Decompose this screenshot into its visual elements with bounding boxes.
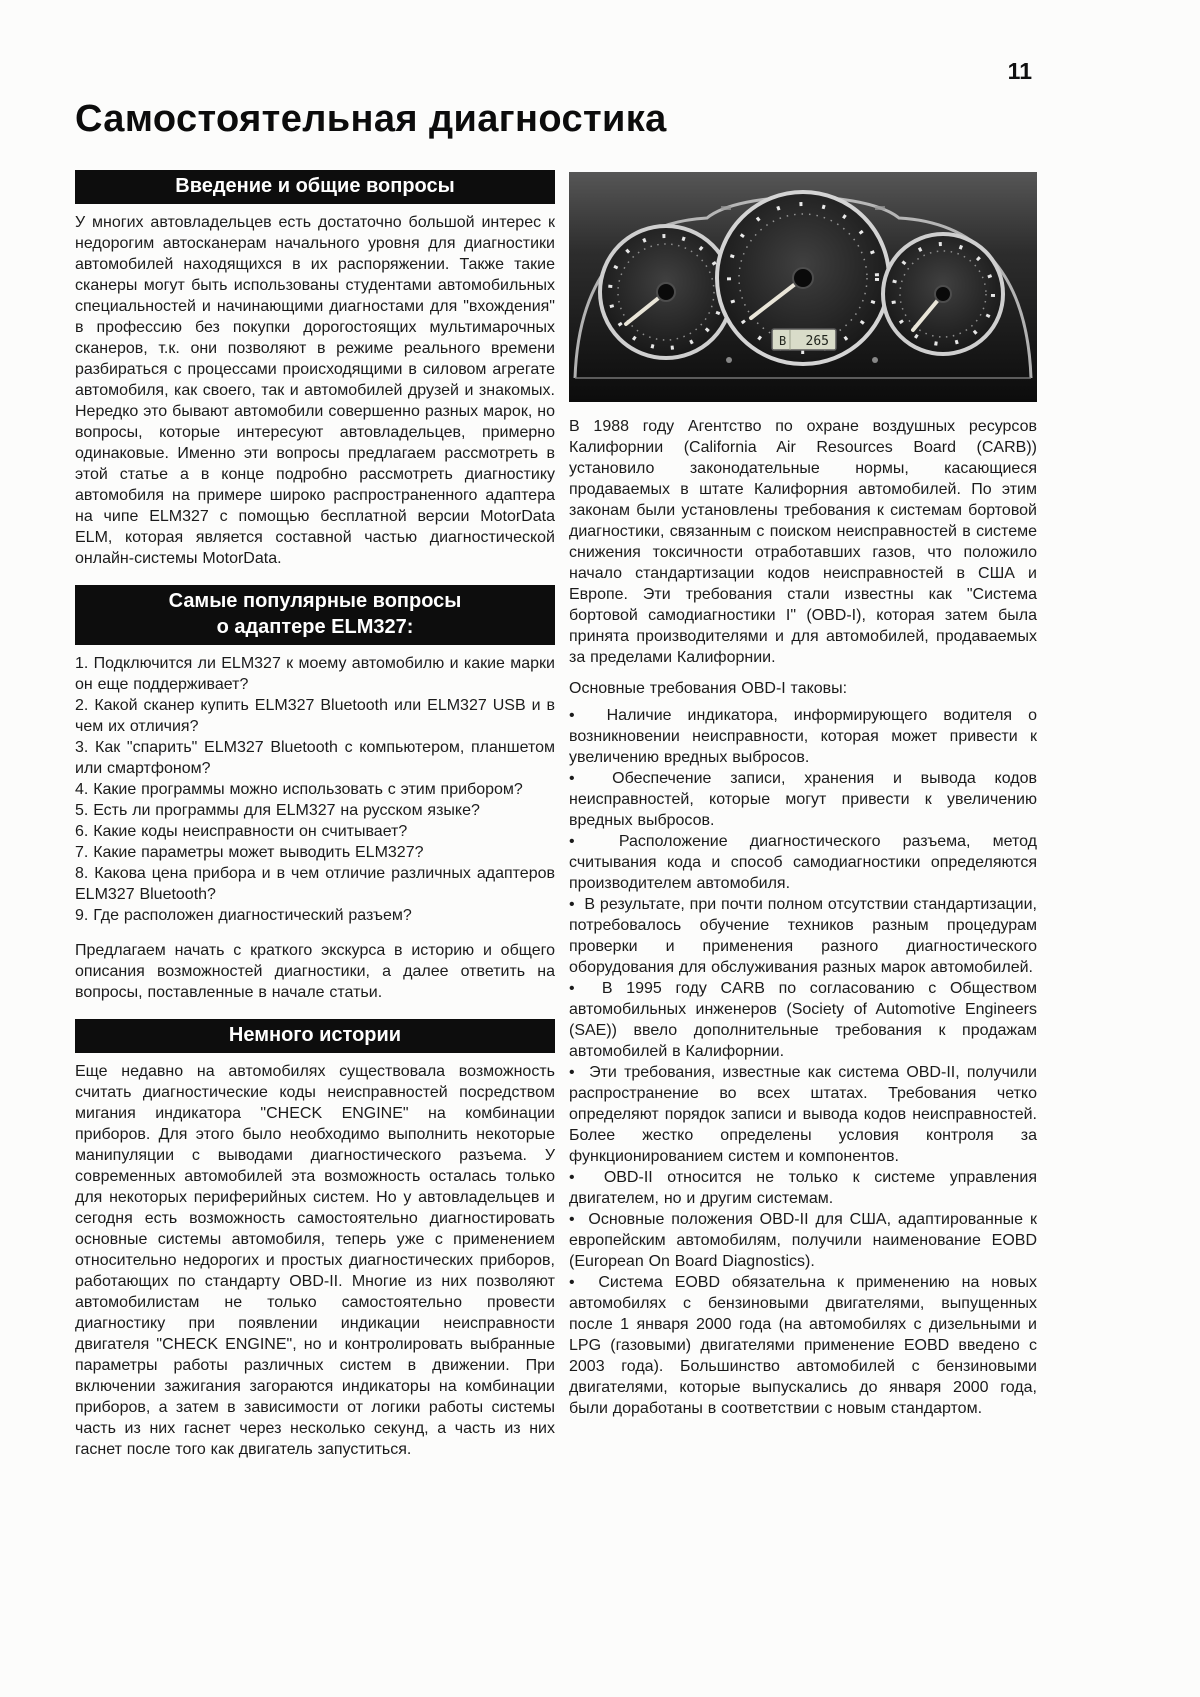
bullet-item: • OBD-II относится не только к системе управления двигателем, но и другим системам.: [569, 1167, 1037, 1209]
page-title: Самостоятельная диагностика: [75, 98, 667, 140]
question-item: 3. Как "спарить" ELM327 Bluetooth с компьютером, планшетом или смартфоном?: [75, 739, 555, 777]
question-item: 2. Какой сканер купить ELM327 Bluetooth или ELM327 USB и в чем их отличия?: [75, 697, 555, 735]
header-line-1: Самые популярные вопросы: [168, 590, 462, 612]
header-line-2: о адаптере ELM327:: [216, 616, 414, 638]
two-column-layout: [75, 170, 1037, 1476]
bullet-item: • Система EOBD обязательна к применению на новых автомобилях с бензиновыми двигателями, выпущенных после 1 января 2000 года (на автомобилях с дизельными и LPG (газовыми) двигателями применение EOBD введено с 2003 года). Большинство автомобилей с бензиновыми двигателями, которые выпускались до января 2000 года, были доработаны в соответствии с новым стандартом.: [569, 1272, 1037, 1419]
intro-paragraph: У многих автовладельцев есть достаточно большой интерес к недорогим автосканерам начального уровня для диагностики автомобилей находящихся в их распоряжении. Также такие сканеры могут быть использованы студентами автомобильных специальностей и начинающими диагностами для "вхождения" в профессию без покупки дорогостоящих мультимарочных сканеров, т.к. они позволяют в режиме реального времени разбираться с процессами происходящими в силовом агрегате автомобиля, как своего, так и автомобилей друзей и знакомых. Нередко это бывают автомобили совершенно разных марок, но вопросы, которые интересуют автовладельцев, примерно одинаковые. Именно эти вопросы предлагаем рассмотреть в этой статье а в конце подробно рассмотреть диагностику автомобиля на примере широко распространенного адаптера на чипе ELM327 с помощью бесплатной версии MotorData ELM, которая является составной частью диагностической онлайн-системы MotorData.: [75, 214, 555, 567]
section-history: [75, 1019, 555, 1460]
section-popular-questions: [75, 585, 555, 1003]
closing-paragraph: Предлагаем начать с краткого экскурса в историю и общего описания возможностей диагностики, а далее ответить на вопросы, поставленные в начале статьи.: [75, 942, 555, 1001]
question-item: 4. Какие программы можно использовать с этим прибором?: [75, 781, 523, 798]
question-item: 7. Какие параметры может выводить ELM327?: [75, 844, 424, 861]
questions-list: [75, 653, 555, 926]
fuel-gauge: [883, 234, 1003, 354]
odometer-value: 265: [805, 334, 829, 349]
needle-hub: [793, 268, 813, 288]
section-header-history: Немного истории: [75, 1019, 555, 1053]
right-column: [569, 170, 1037, 1419]
bullet-item: • Расположение диагностического разъема, метод считывания кода и способ самодиагностики определяются производителем автомобиля.: [569, 831, 1037, 894]
question-item: 5. Есть ли программы для ELM327 на русском языке?: [75, 802, 480, 819]
tachometer-gauge: [600, 226, 732, 358]
instrument-cluster-photo: [569, 172, 1037, 402]
question-item: 6. Какие коды неисправности он считывает?: [75, 823, 408, 840]
obd1-requirements-intro: Основные требования OBD-I таковы:: [569, 680, 848, 697]
bullet-item: • В 1995 году CARB по согласованию с Обществом автомобильных инженеров (Society of Automotive Engineers (SAE)) ввело дополнительные требования к продажам автомобилей в Калифорнии.: [569, 978, 1037, 1062]
section-header-introduction: Введение и общие вопросы: [75, 170, 555, 204]
needle-hub: [657, 283, 675, 301]
gear-indicator-value: B: [779, 334, 787, 348]
question-item: 8. Какова цена прибора и в чем отличие различных адаптеров ELM327 Bluetooth?: [75, 865, 555, 903]
bullet-item: • Основные положения OBD-II для США, адаптированные к европейским автомобилям, получили наименование EOBD (European On Board Diagnostics).: [569, 1209, 1037, 1272]
bullet-item: • Эти требования, известные как система OBD-II, получили распространение во всех штатах. Требования четко определяют порядок записи и вывода кодов неисправностей. Более жестко определены условия контроля за функционированием систем и компонентов.: [569, 1062, 1037, 1167]
section-introduction: [75, 170, 555, 569]
bullet-item: • Обеспечение записи, хранения и вывода кодов неисправностей, которые могут привести к увеличению вредных выбросов.: [569, 768, 1037, 831]
bullet-item: • Наличие индикатора, информирующего водителя о возникновении неисправности, которая может привести к увеличению вредных выбросов.: [569, 705, 1037, 768]
question-item: 9. Где расположен диагностический разъем?: [75, 907, 412, 924]
history-1988-paragraph: В 1988 году Агентство по охране воздушных ресурсов Калифорнии (California Air Resources Board (CARB)) установило законодательные нормы, касающиеся продаваемых в штате Калифорния автомобилей. По этим законам были установлены требования к системам бортовой диагностики, связанным с поиском неисправностей в системе снижения токсичности отработавших газов, что положило начало стандартизации кодов неисправностей в США и Европе. Эти требования стали известны как "Система бортовой самодиагностики I" (OBD-I), которая затем была принята производителями и для автомобилей, продаваемых за пределами Калифорнии.: [569, 418, 1037, 666]
speedometer-gauge: [717, 192, 889, 364]
page-number: 11: [1007, 58, 1032, 84]
left-column: [75, 170, 555, 1476]
odometer-display: [772, 329, 836, 350]
needle-hub: [935, 286, 951, 302]
history-paragraph: Еще недавно на автомобилях существовала возможность считать диагностические коды неисправностей посредством мигания индикатора "CHECK ENGINE" на комбинации приборов. Для этого было необходимо выполнить некоторые манипуляции с выводами диагностического разъема. У современных автомобилей эта возможность осталась только для некоторых периферийных систем. Но у автовладельцев и сегодня есть возможность самостоятельно диагностировать основные системы автомобиля, теперь уже с применением относительно недорогих и простых диагностических приборов, работающих по стандарту OBD-II. Многие из них позволяют автомобилистам не только самостоятельно провести диагностику при появлении индикации неисправности двигателя "CHECK ENGINE", но и контролировать выбранные параметры работы различных систем в движении. При включении зажигания загораются индикаторы на комбинации приборов, а затем в зависимости от логики работы системы часть из них гаснет через несколько секунд, а часть из них гаснет после того как двигатель запуститься.: [75, 1063, 555, 1458]
question-item: 1. Подключится ли ELM327 к моему автомобилю и какие марки он еще поддерживает?: [75, 655, 555, 693]
section-header-popular-questions: [75, 585, 555, 645]
bullet-item: • В результате, при почти полном отсутствии стандартизации, потребовалось обучение техников разным процедурам проверки и применения разного диагностического оборудования для обслуживания разных марок автомобилей.: [569, 894, 1037, 978]
